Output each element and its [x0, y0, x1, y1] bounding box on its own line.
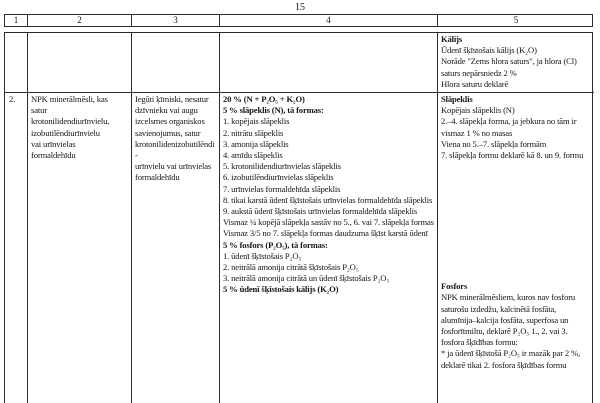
requirement-line: 4. amīdu slāpeklis [223, 150, 283, 161]
column-header-2: 2 [27, 15, 131, 26]
declaration-line: * ja ūdenī šķīstošā P₂O₅ ir mazāk par 2 %, deklarē tikai 2. fosfora šķīdības formu [441, 348, 581, 370]
requirement-line: Vismaz 3/5 no 7. slāpekļa formas daudzuma šķīst karstā ūdenī [223, 228, 428, 239]
column-header-4: 4 [219, 15, 437, 26]
row2-number-cell: 2. [9, 94, 16, 104]
row2-fertilizer-type-cell: NPK minerālmēsli, kas satur krotonilidendiurīnvielu, izobutilēndiurīnvielu vai urīnvielas formaldehīdu [27, 93, 131, 403]
declaration-line: Kopējais slāpeklis (N) [441, 105, 515, 116]
requirement-line: 9. aukstā ūdenī šķīstošais urīnvielas formaldehīda slāpeklis [223, 206, 418, 217]
requirement-line: 3. amonija slāpeklis [223, 138, 289, 149]
declaration-section-title: Slāpeklis [441, 94, 473, 104]
requirement-line: 5. krotonilidendiurīnvielas slāpeklis [223, 161, 341, 172]
table-body [4, 32, 593, 403]
declaration-line: Norāde "Zems hlora saturs", ja hlora (Cl) saturs nepārsniedz 2 % [441, 56, 577, 78]
column-header-3: 3 [131, 15, 219, 26]
requirement-line: 2. neitrālā amonija citrātā šķīstošais P₂O₅ [223, 262, 359, 273]
requirement-line: 5 % slāpeklis (N), tā formas: [223, 105, 324, 116]
row2-requirements-cell [219, 93, 437, 403]
column-header-5: 5 [437, 15, 594, 26]
continuation-cell-method [131, 33, 219, 93]
continuation-cell-requirements [219, 33, 437, 93]
continuation-cell-potassium-declaration [437, 33, 594, 93]
continuation-cell-number [5, 33, 27, 93]
requirement-line: 8. tikai karstā ūdenī šķīstošais urīnvielas formaldehīda slāpeklis [223, 194, 433, 205]
declaration-section [441, 281, 591, 371]
requirement-line: 20 % (N + P₂O₅ + K₂O) [223, 94, 305, 104]
declaration-section-title: Kālijs [441, 34, 463, 44]
declaration-line: Hlora saturu deklarē [441, 78, 509, 89]
row2-declarations-cell [437, 93, 594, 403]
row2-production-method-cell: Iegūti ķīmiski, nesatur dzīvnieku vai augu izcelsmes organiskos savienojumus, satur krotonilidenizobutilēndi- urīnvielu vai urīnvielas formaldehīdu [131, 93, 219, 403]
declaration-section-title: Fosfors [441, 281, 468, 292]
requirement-line: 7. urīnvielas formaldehīda slāpeklis [223, 183, 341, 194]
column-header-1: 1 [13, 15, 19, 25]
requirement-line: 5 % fosfors (P₂O₅), tā formas: [223, 239, 328, 250]
page-number: 15 [295, 2, 305, 13]
requirement-line: Vismaz ¼ kopējā slāpekļa sastāv no 5., 6. vai 7. slāpekļa formas [223, 217, 434, 228]
continuation-cell-type [27, 33, 131, 93]
declaration-line: NPK minerālmēsliem, kuros nav fosforu saturošu izdedžu, kalcinētā fosfāta, alumīnija–kalcija fosfāta, superfosa un fosforītmiltu, deklarē P₂O₅ 1., 2. vai 3. fosfora šķīdības formu: [441, 292, 576, 348]
declaration-section [441, 94, 591, 161]
declaration-line: 2.–4. slāpekļa forma, ja jebkura no tām ir vismaz 1 % no masas [441, 116, 577, 138]
requirement-line: 1. kopējais slāpeklis [223, 116, 290, 127]
declaration-line: Viena no 5.–7. slāpekļa formām [441, 138, 547, 149]
declaration-section [441, 34, 591, 90]
requirement-line: 3. neitrālā amonija citrātā un ūdenī šķīstošais P₂O₅ [223, 273, 390, 284]
table-header-row [4, 14, 593, 27]
declaration-line: 7. slāpekļa formu deklarē kā 8. un 9. formu [441, 150, 584, 161]
requirement-line: 2. nitrātu slāpeklis [223, 127, 284, 138]
requirement-line: 6. izobutilēndiurīnvielas slāpeklis [223, 172, 334, 183]
declaration-line: Ūdenī šķīstošais kālijs (K₂O) [441, 45, 537, 56]
requirement-line: 1. ūdenī šķīstošais P₂O₅ [223, 250, 302, 261]
requirement-line: 5 % ūdenī šķīstošais kālijs (K₂O) [223, 284, 339, 295]
